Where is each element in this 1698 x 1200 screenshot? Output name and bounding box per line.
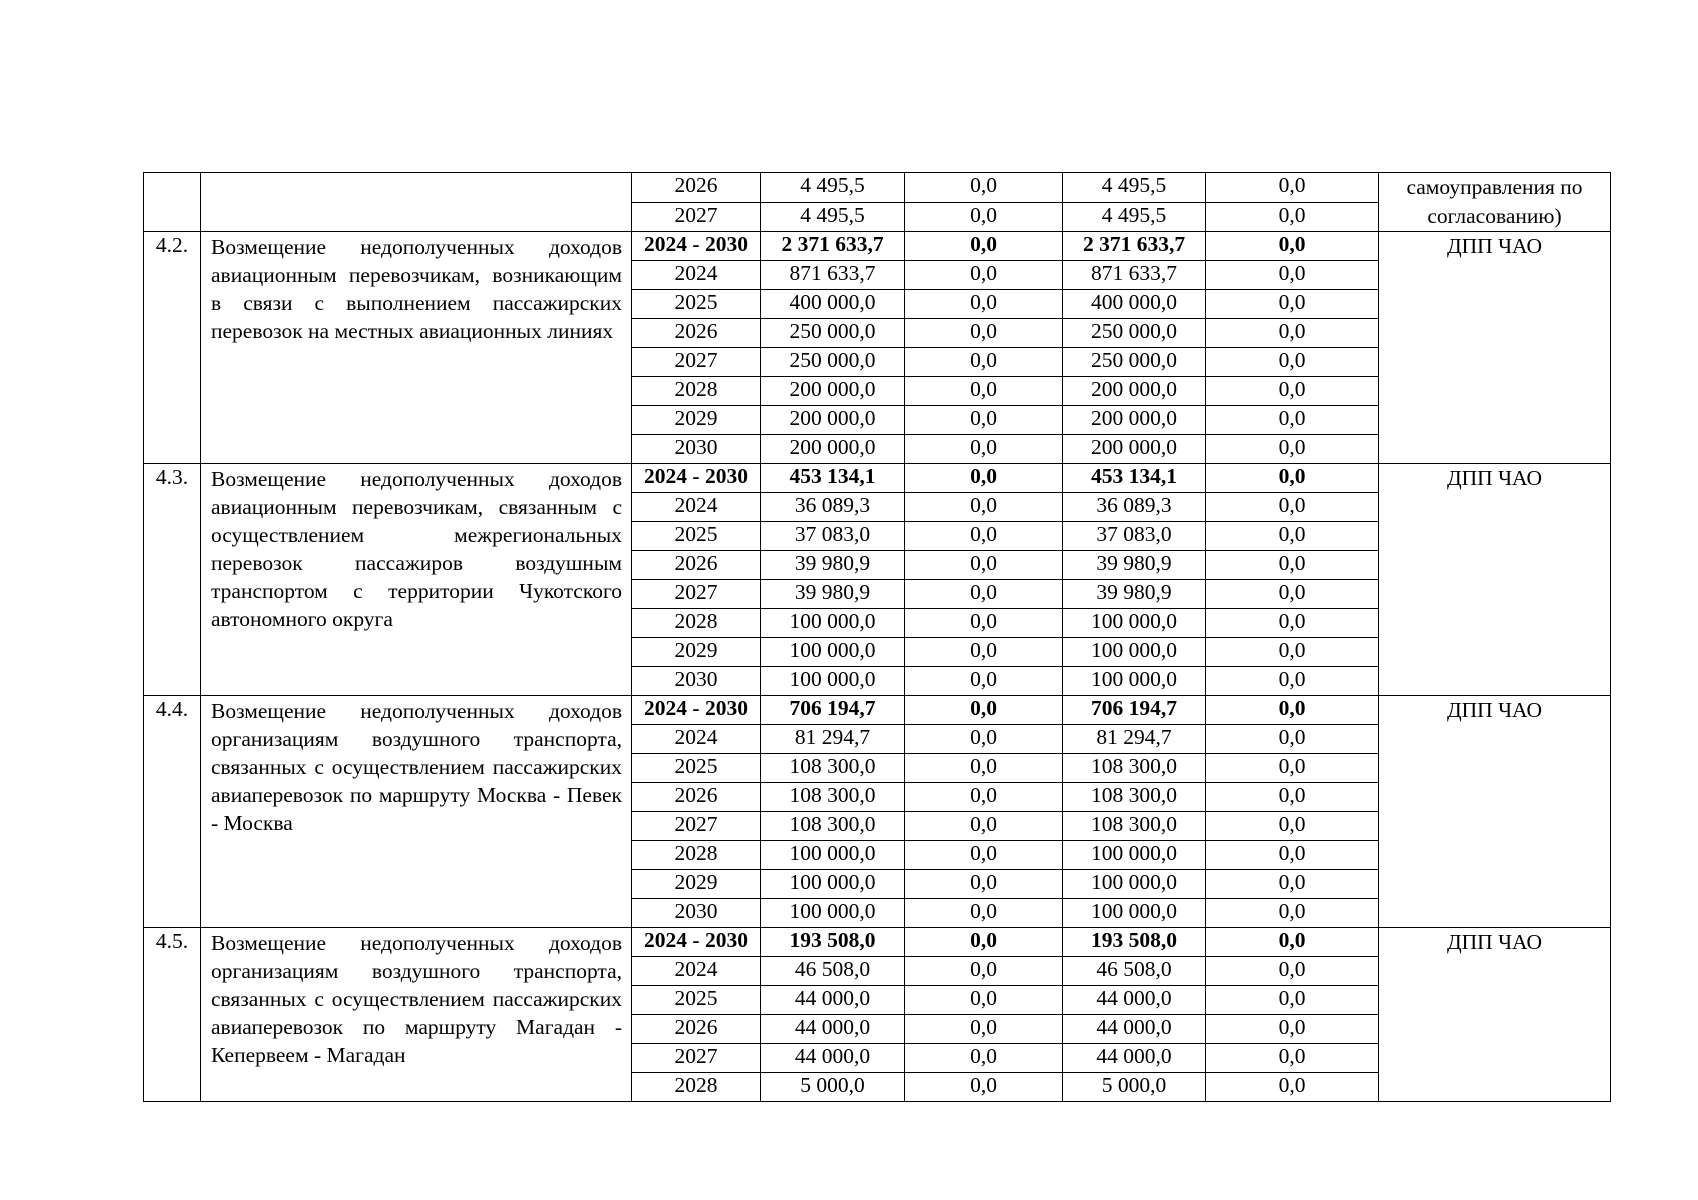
federal-budget-cell: 0,0 xyxy=(905,522,1063,551)
local-budget-cell: 0,0 xyxy=(1206,232,1379,261)
local-budget-cell: 0,0 xyxy=(1206,261,1379,290)
total-amount-cell: 37 083,0 xyxy=(761,522,905,551)
local-budget-cell: 0,0 xyxy=(1206,812,1379,841)
regional-budget-cell: 100 000,0 xyxy=(1063,841,1206,870)
local-budget-cell: 0,0 xyxy=(1206,377,1379,406)
regional-budget-cell: 100 000,0 xyxy=(1063,609,1206,638)
federal-budget-cell: 0,0 xyxy=(905,202,1063,232)
regional-budget-cell: 37 083,0 xyxy=(1063,522,1206,551)
federal-budget-cell: 0,0 xyxy=(905,232,1063,261)
year-cell: 2026 xyxy=(632,1015,761,1044)
regional-budget-cell: 2 371 633,7 xyxy=(1063,232,1206,261)
local-budget-cell: 0,0 xyxy=(1206,493,1379,522)
local-budget-cell: 0,0 xyxy=(1206,290,1379,319)
year-cell: 2028 xyxy=(632,1073,761,1102)
federal-budget-cell: 0,0 xyxy=(905,928,1063,957)
year-cell: 2027 xyxy=(632,812,761,841)
item-number: 4.3. xyxy=(144,464,201,696)
year-cell: 2027 xyxy=(632,202,761,232)
year-cell: 2026 xyxy=(632,551,761,580)
total-row xyxy=(144,928,1611,957)
year-cell: 2029 xyxy=(632,406,761,435)
year-cell: 2030 xyxy=(632,435,761,464)
total-amount-cell: 453 134,1 xyxy=(761,464,905,493)
total-amount-cell: 108 300,0 xyxy=(761,783,905,812)
table-body xyxy=(144,173,1611,1102)
total-amount-cell: 706 194,7 xyxy=(761,696,905,725)
local-budget-cell: 0,0 xyxy=(1206,638,1379,667)
local-budget-cell: 0,0 xyxy=(1206,435,1379,464)
federal-budget-cell: 0,0 xyxy=(905,261,1063,290)
responsible-organization: ДПП ЧАО xyxy=(1379,696,1611,928)
total-amount-cell: 4 495,5 xyxy=(761,202,905,232)
federal-budget-cell: 0,0 xyxy=(905,173,1063,203)
regional-budget-cell: 36 089,3 xyxy=(1063,493,1206,522)
year-cell: 2029 xyxy=(632,638,761,667)
year-cell: 2026 xyxy=(632,783,761,812)
year-cell: 2025 xyxy=(632,290,761,319)
year-cell: 2027 xyxy=(632,1044,761,1073)
regional-budget-cell: 81 294,7 xyxy=(1063,725,1206,754)
federal-budget-cell: 0,0 xyxy=(905,1073,1063,1102)
regional-budget-cell: 871 633,7 xyxy=(1063,261,1206,290)
total-row xyxy=(144,464,1611,493)
item-number: 4.2. xyxy=(144,232,201,464)
total-row xyxy=(144,696,1611,725)
item-number: 4.4. xyxy=(144,696,201,928)
federal-budget-cell: 0,0 xyxy=(905,348,1063,377)
total-amount-cell: 5 000,0 xyxy=(761,1073,905,1102)
regional-budget-cell: 200 000,0 xyxy=(1063,435,1206,464)
total-amount-cell: 4 495,5 xyxy=(761,173,905,203)
federal-budget-cell: 0,0 xyxy=(905,551,1063,580)
regional-budget-cell: 100 000,0 xyxy=(1063,870,1206,899)
total-amount-cell: 250 000,0 xyxy=(761,319,905,348)
item-description xyxy=(201,173,632,232)
local-budget-cell: 0,0 xyxy=(1206,319,1379,348)
item-description: Возмещение недополученных доходов авиационным перевозчикам, возникающим в связи с выполнением пассажирских перевозок на местных авиационных линиях xyxy=(201,232,632,464)
federal-budget-cell: 0,0 xyxy=(905,696,1063,725)
local-budget-cell: 0,0 xyxy=(1206,609,1379,638)
total-amount-cell: 108 300,0 xyxy=(761,812,905,841)
year-cell: 2026 xyxy=(632,319,761,348)
responsible-organization: ДПП ЧАО xyxy=(1379,232,1611,464)
year-cell: 2024 xyxy=(632,957,761,986)
federal-budget-cell: 0,0 xyxy=(905,464,1063,493)
local-budget-cell: 0,0 xyxy=(1206,406,1379,435)
total-amount-cell: 81 294,7 xyxy=(761,725,905,754)
responsible-organization: самоуправления по согласованию) xyxy=(1379,173,1611,232)
year-cell: 2024 xyxy=(632,493,761,522)
total-amount-cell: 871 633,7 xyxy=(761,261,905,290)
local-budget-cell: 0,0 xyxy=(1206,783,1379,812)
local-budget-cell: 0,0 xyxy=(1206,841,1379,870)
regional-budget-cell: 44 000,0 xyxy=(1063,1015,1206,1044)
total-amount-cell: 200 000,0 xyxy=(761,406,905,435)
local-budget-cell: 0,0 xyxy=(1206,957,1379,986)
regional-budget-cell: 706 194,7 xyxy=(1063,696,1206,725)
local-budget-cell: 0,0 xyxy=(1206,580,1379,609)
local-budget-cell: 0,0 xyxy=(1206,522,1379,551)
year-row xyxy=(144,173,1611,203)
federal-budget-cell: 0,0 xyxy=(905,754,1063,783)
regional-budget-cell: 108 300,0 xyxy=(1063,783,1206,812)
year-cell: 2026 xyxy=(632,173,761,203)
local-budget-cell: 0,0 xyxy=(1206,1073,1379,1102)
federal-budget-cell: 0,0 xyxy=(905,406,1063,435)
regional-budget-cell: 100 000,0 xyxy=(1063,638,1206,667)
year-cell: 2028 xyxy=(632,609,761,638)
year-cell: 2024 - 2030 xyxy=(632,696,761,725)
total-amount-cell: 100 000,0 xyxy=(761,899,905,928)
item-number xyxy=(144,173,201,232)
regional-budget-cell: 200 000,0 xyxy=(1063,406,1206,435)
year-cell: 2024 xyxy=(632,725,761,754)
regional-budget-cell: 4 495,5 xyxy=(1063,173,1206,203)
responsible-organization: ДПП ЧАО xyxy=(1379,928,1611,1102)
local-budget-cell: 0,0 xyxy=(1206,173,1379,203)
total-amount-cell: 39 980,9 xyxy=(761,580,905,609)
year-cell: 2024 - 2030 xyxy=(632,464,761,493)
year-cell: 2027 xyxy=(632,348,761,377)
regional-budget-cell: 250 000,0 xyxy=(1063,319,1206,348)
year-cell: 2024 - 2030 xyxy=(632,928,761,957)
year-cell: 2028 xyxy=(632,841,761,870)
total-row xyxy=(144,232,1611,261)
local-budget-cell: 0,0 xyxy=(1206,899,1379,928)
local-budget-cell: 0,0 xyxy=(1206,870,1379,899)
program-table xyxy=(143,172,1611,1102)
local-budget-cell: 0,0 xyxy=(1206,1044,1379,1073)
total-amount-cell: 46 508,0 xyxy=(761,957,905,986)
total-amount-cell: 108 300,0 xyxy=(761,754,905,783)
regional-budget-cell: 453 134,1 xyxy=(1063,464,1206,493)
year-cell: 2029 xyxy=(632,870,761,899)
total-amount-cell: 400 000,0 xyxy=(761,290,905,319)
federal-budget-cell: 0,0 xyxy=(905,957,1063,986)
federal-budget-cell: 0,0 xyxy=(905,812,1063,841)
item-description: Возмещение недополученных доходов авиационным перевозчикам, связанным с осуществлением межрегиональных перевозок пассажиров воздушным транспортом с территории Чукотского автономного округа xyxy=(201,464,632,696)
local-budget-cell: 0,0 xyxy=(1206,754,1379,783)
total-amount-cell: 44 000,0 xyxy=(761,1015,905,1044)
regional-budget-cell: 200 000,0 xyxy=(1063,377,1206,406)
local-budget-cell: 0,0 xyxy=(1206,928,1379,957)
regional-budget-cell: 100 000,0 xyxy=(1063,667,1206,696)
total-amount-cell: 36 089,3 xyxy=(761,493,905,522)
total-amount-cell: 100 000,0 xyxy=(761,841,905,870)
total-amount-cell: 200 000,0 xyxy=(761,435,905,464)
local-budget-cell: 0,0 xyxy=(1206,202,1379,232)
federal-budget-cell: 0,0 xyxy=(905,986,1063,1015)
local-budget-cell: 0,0 xyxy=(1206,348,1379,377)
total-amount-cell: 193 508,0 xyxy=(761,928,905,957)
local-budget-cell: 0,0 xyxy=(1206,667,1379,696)
regional-budget-cell: 39 980,9 xyxy=(1063,580,1206,609)
item-description: Возмещение недополученных доходов организациям воздушного транспорта, связанных с осуществлением пассажирских авиаперевозок по маршруту Москва - Певек - Москва xyxy=(201,696,632,928)
regional-budget-cell: 5 000,0 xyxy=(1063,1073,1206,1102)
year-cell: 2025 xyxy=(632,754,761,783)
total-amount-cell: 100 000,0 xyxy=(761,638,905,667)
local-budget-cell: 0,0 xyxy=(1206,1015,1379,1044)
total-amount-cell: 44 000,0 xyxy=(761,1044,905,1073)
year-cell: 2030 xyxy=(632,899,761,928)
local-budget-cell: 0,0 xyxy=(1206,986,1379,1015)
federal-budget-cell: 0,0 xyxy=(905,899,1063,928)
local-budget-cell: 0,0 xyxy=(1206,551,1379,580)
year-cell: 2025 xyxy=(632,986,761,1015)
regional-budget-cell: 250 000,0 xyxy=(1063,348,1206,377)
federal-budget-cell: 0,0 xyxy=(905,580,1063,609)
regional-budget-cell: 100 000,0 xyxy=(1063,899,1206,928)
federal-budget-cell: 0,0 xyxy=(905,783,1063,812)
total-amount-cell: 100 000,0 xyxy=(761,870,905,899)
regional-budget-cell: 108 300,0 xyxy=(1063,812,1206,841)
federal-budget-cell: 0,0 xyxy=(905,638,1063,667)
total-amount-cell: 100 000,0 xyxy=(761,609,905,638)
federal-budget-cell: 0,0 xyxy=(905,435,1063,464)
regional-budget-cell: 400 000,0 xyxy=(1063,290,1206,319)
year-cell: 2025 xyxy=(632,522,761,551)
item-description: Возмещение недополученных доходов организациям воздушного транспорта, связанных с осуществлением пассажирских авиаперевозок по маршруту Магадан - Кепервеем - Магадан xyxy=(201,928,632,1102)
federal-budget-cell: 0,0 xyxy=(905,1044,1063,1073)
year-cell: 2024 - 2030 xyxy=(632,232,761,261)
federal-budget-cell: 0,0 xyxy=(905,319,1063,348)
regional-budget-cell: 44 000,0 xyxy=(1063,1044,1206,1073)
year-cell: 2024 xyxy=(632,261,761,290)
federal-budget-cell: 0,0 xyxy=(905,290,1063,319)
year-cell: 2030 xyxy=(632,667,761,696)
total-amount-cell: 200 000,0 xyxy=(761,377,905,406)
year-cell: 2027 xyxy=(632,580,761,609)
regional-budget-cell: 46 508,0 xyxy=(1063,957,1206,986)
local-budget-cell: 0,0 xyxy=(1206,725,1379,754)
total-amount-cell: 100 000,0 xyxy=(761,667,905,696)
total-amount-cell: 2 371 633,7 xyxy=(761,232,905,261)
regional-budget-cell: 44 000,0 xyxy=(1063,986,1206,1015)
federal-budget-cell: 0,0 xyxy=(905,377,1063,406)
federal-budget-cell: 0,0 xyxy=(905,493,1063,522)
local-budget-cell: 0,0 xyxy=(1206,464,1379,493)
federal-budget-cell: 0,0 xyxy=(905,841,1063,870)
total-amount-cell: 250 000,0 xyxy=(761,348,905,377)
total-amount-cell: 39 980,9 xyxy=(761,551,905,580)
federal-budget-cell: 0,0 xyxy=(905,725,1063,754)
federal-budget-cell: 0,0 xyxy=(905,1015,1063,1044)
total-amount-cell: 44 000,0 xyxy=(761,986,905,1015)
federal-budget-cell: 0,0 xyxy=(905,870,1063,899)
responsible-organization: ДПП ЧАО xyxy=(1379,464,1611,696)
federal-budget-cell: 0,0 xyxy=(905,667,1063,696)
regional-budget-cell: 193 508,0 xyxy=(1063,928,1206,957)
regional-budget-cell: 108 300,0 xyxy=(1063,754,1206,783)
local-budget-cell: 0,0 xyxy=(1206,696,1379,725)
regional-budget-cell: 4 495,5 xyxy=(1063,202,1206,232)
year-cell: 2028 xyxy=(632,377,761,406)
item-number: 4.5. xyxy=(144,928,201,1102)
federal-budget-cell: 0,0 xyxy=(905,609,1063,638)
regional-budget-cell: 39 980,9 xyxy=(1063,551,1206,580)
